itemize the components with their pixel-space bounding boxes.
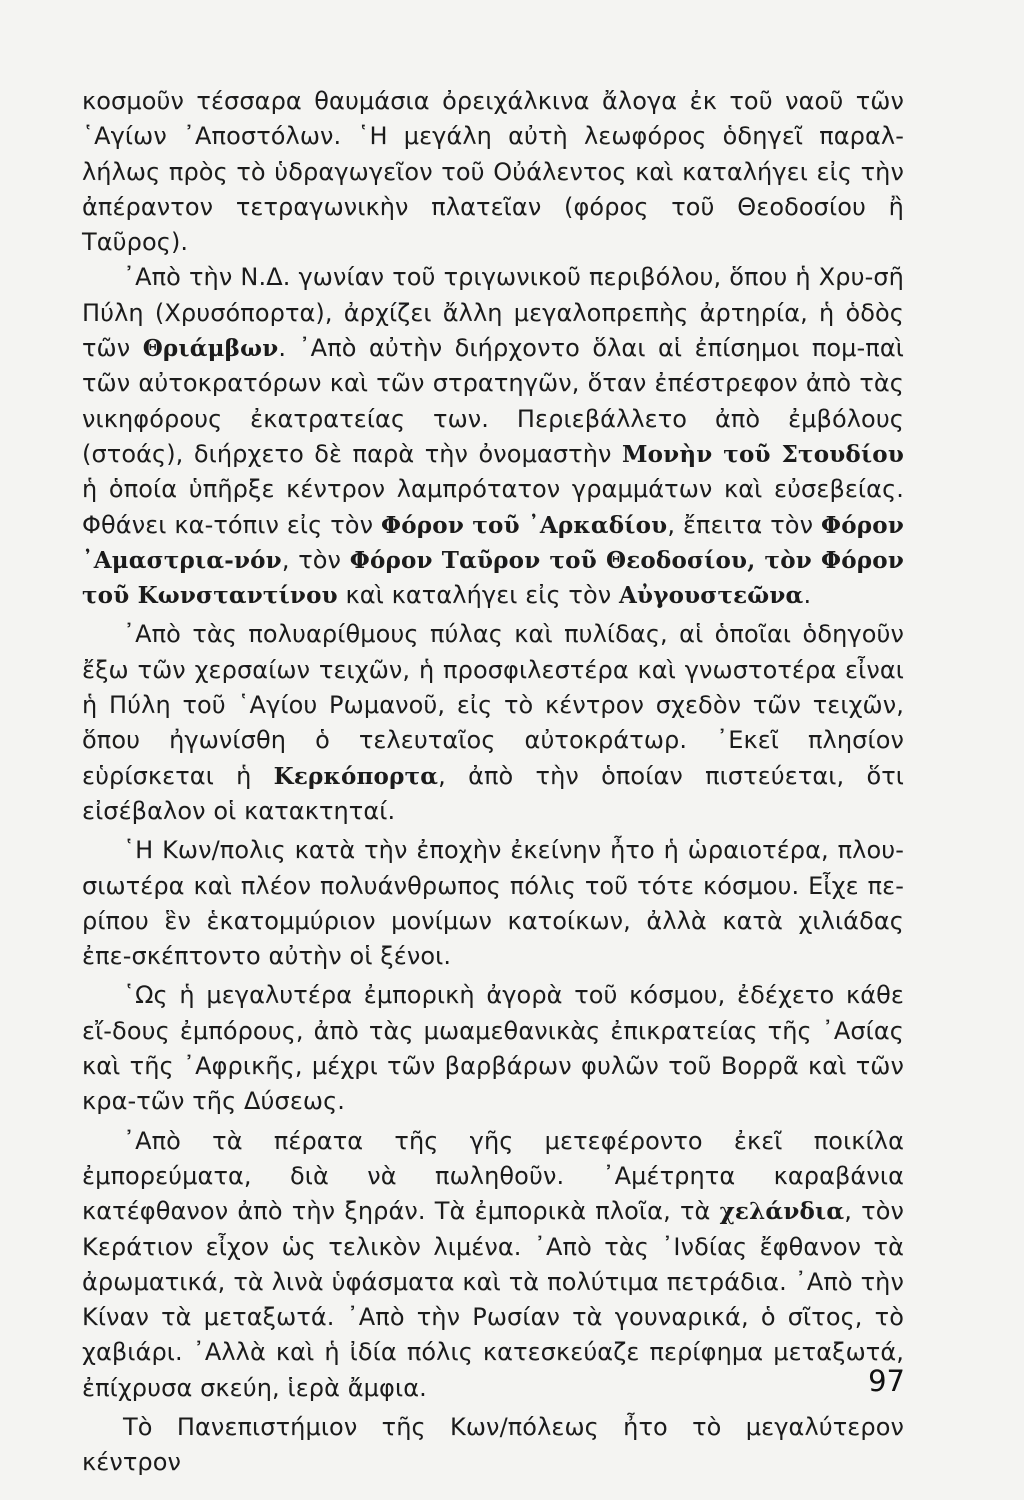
bold-term: χελάνδια: [719, 1198, 845, 1226]
paragraph-text: . ᾽Απὸ αὐτὴν διήρχοντο ὅλαι αἱ ἐπίσημοι πομ-παὶ τῶν αὐτοκρατόρων καὶ τῶν στρατηγῶν, ὅταν ἐπέστρεφον ἀπὸ τὰς νικηφόρους ἐκατρατείας των. Περιεβάλλετο ἀπὸ ἐμβόλους (στοάς), διήρχετο δὲ παρὰ τὴν ὀνομαστὴν: [82, 334, 904, 468]
paragraph-text: , τὸν Κεράτιον εἶχον ὡς τελικὸν λιμένα. ᾽Απὸ τὰς ᾽Ινδίας ἔφθανον τὰ ἀρωματικά, τὰ λινὰ ὑφάσματα καὶ τὰ πολύτιμα πετράδια. ᾽Απὸ τὴν Κίναν τὰ μεταξωτά. ᾽Απὸ τὴν Ρωσίαν τὰ γουναρικά, ὁ σῖτος, τὸ χαβιάρι. ᾽Αλλὰ καὶ ἡ ἰδία πόλις κατεσκεύαζε περίφημα μεταξωτά, ἐπίχρυσα σκεύη, ἱερὰ ἄμφια.: [82, 1197, 904, 1402]
paragraph-text: ῾Η Κων/πολις κατὰ τὴν ἐποχὴν ἐκείνην ἦτο ἡ ὡραιοτέρα, πλου-σιωτέρα καὶ πλέον πολυάνθρωπος πόλις τοῦ τότε κόσμου. Εἶχε πε-ρίπου ἓν ἑκατομμύριον μονίμων κατοίκων, ἀλλὰ κατὰ χιλιάδας ἐπε-σκέπτοντο αὐτὴν οἱ ξένοι.: [82, 836, 904, 971]
paragraph-text: , ἀπὸ τὴν ὁποίαν πιστεύεται, ὅτι εἰσέβαλον οἱ κατακτηταί.: [82, 761, 905, 825]
paragraph-text: .: [803, 581, 812, 610]
paragraph-market: [82, 978, 904, 1119]
paragraph-avenue-continuation: [82, 84, 904, 260]
paragraph-text: , τὸν: [281, 545, 350, 574]
bold-term: Κερκόπορτα: [273, 762, 439, 790]
paragraph-text: ᾽Απὸ τὰς πολυαρίθμους πύλας καὶ πυλίδας, αἱ ὁποῖαι ὁδηγοῦν ἔξω τῶν χερσαίων τειχῶν, ἡ προσφιλεστέρα καὶ γνωστοτέρα εἶναι ἡ Πύλη τοῦ ῾Αγίου Ρωμανοῦ, εἰς τὸ κέντρον σχεδὸν τῶν τειχῶν, ὅπου ἠγωνίσθη ὁ τελευταῖος αὐτοκράτωρ. ᾽Εκεῖ πλησίον εὑρίσκεται ἡ: [82, 620, 904, 790]
paragraph-goods: [82, 1124, 904, 1406]
bold-term: Φόρον τοῦ ᾽Αρκαδίου: [381, 511, 668, 539]
paragraph-text: ῾Ως ἡ μεγαλυτέρα ἐμπορικὴ ἀγορὰ τοῦ κόσμου, ἐδέχετο κάθε εἴ-δους ἐμπόρους, ἀπὸ τὰς μωαμεθανικὰς ἐπικρατείας τῆς ᾽Ασίας καὶ τῆς ᾽Αφρικῆς, μέχρι τῶν βαρβάρων φυλῶν τοῦ Βορρᾶ καὶ τῶν κρα-τῶν τῆς Δύσεως.: [82, 981, 904, 1116]
bold-term: Θριάμβων: [142, 335, 279, 363]
paragraph-text: Τὸ Πανεπιστήμιον τῆς Κων/πόλεως ἦτο τὸ μεγαλύτερον κέντρον: [82, 1412, 904, 1477]
paragraph-text: ᾽Απὸ τὴν Ν.Δ. γωνίαν τοῦ τριγωνικοῦ περιβόλου, ὅπου ἡ Χρυ-σῆ Πύλη (Χρυσόπορτα), ἀρχίζει ἄλλη μεγαλοπρεπὴς ἀρτηρία, ἡ ὁδὸς τῶν: [82, 263, 904, 363]
paragraph-university: [82, 1410, 904, 1481]
paragraph-population: [82, 833, 904, 974]
paragraph-text: ἡ ὁποία ὑπῆρξε κέντρον λαμπρότατον γραμμάτων καὶ εὐσεβείας. Φθάνει κα-τόπιν εἰς τὸν: [82, 475, 904, 539]
bold-term: Αὐγουστεῶνα: [619, 582, 804, 610]
bold-term: Φόρον ᾽Αμαστρια-νόν: [82, 511, 904, 574]
paragraph-text: κοσμοῦν τέσσαρα θαυμάσια ὀρειχάλκινα ἄλογα ἐκ τοῦ ναοῦ τῶν ῾Αγίων ᾽Αποστόλων. ῾Η μεγάλη αὐτὴ λεωφόρος ὁδηγεῖ παραλ-λήλως πρὸς τὸ ὑδραγωγεῖον τοῦ Οὐάλεντος καὶ καταλήγει εἰς τὴν ἀπέραντον τετραγωνικὴν πλατεῖαν (φόρος τοῦ Θεοδοσίου ἢ Ταῦρος).: [82, 87, 904, 257]
paragraph-triumph-road: [82, 260, 904, 613]
paragraph-gates: [82, 617, 904, 829]
paragraph-text: , ἔπειτα τὸν: [667, 510, 822, 539]
bold-term: Φόρον Ταῦρον τοῦ Θεοδοσίου, τὸν Φόρον τοῦ Κωνσταντίνου: [82, 546, 904, 610]
body-text: [82, 84, 904, 1481]
page-number: 97: [868, 1364, 905, 1398]
bold-term: Μονὴν τοῦ Στουδίου: [621, 440, 904, 468]
paragraph-text: ᾽Απὸ τὰ πέρατα τῆς γῆς μετεφέροντο ἐκεῖ ποικίλα ἐμπορεύματα, διὰ νὰ πωληθοῦν. ᾽Αμέτρητα καραβάνια κατέφθανον ἀπὸ τὴν ξηράν. Τὰ ἐμπορικὰ πλοῖα, τὰ: [82, 1126, 904, 1226]
paragraph-text: καὶ καταλήγει εἰς τὸν: [337, 581, 619, 610]
